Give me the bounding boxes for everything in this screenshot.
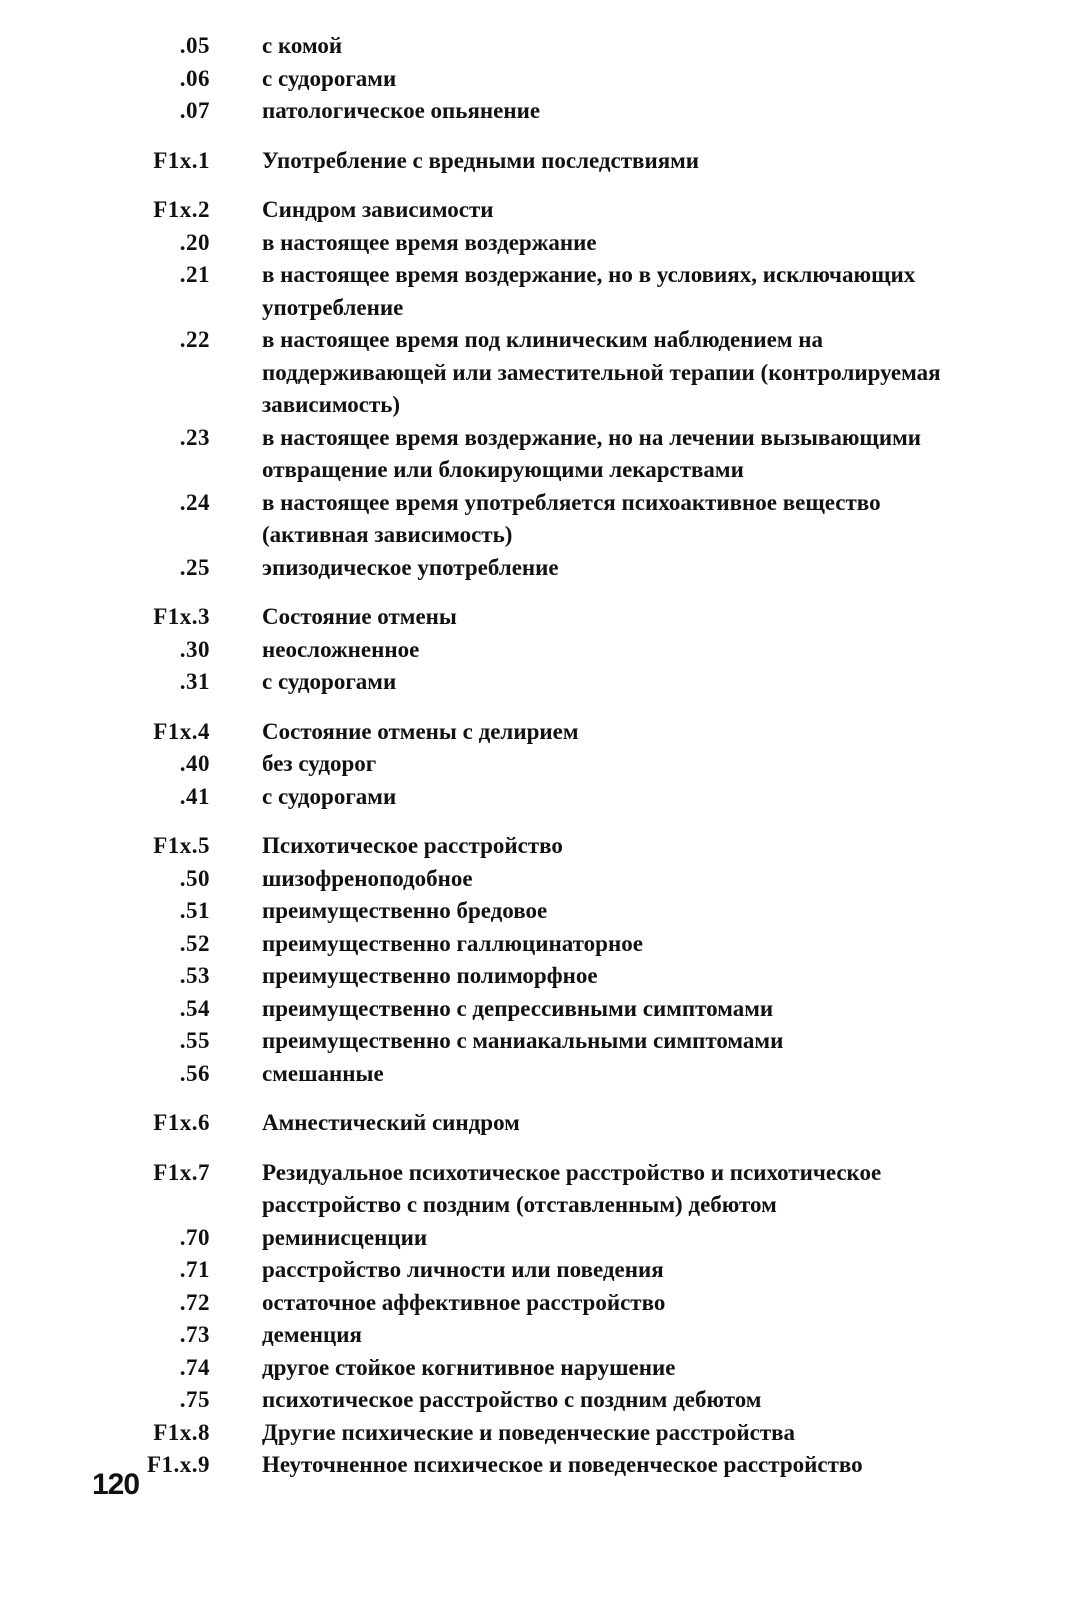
list-item [0, 1384, 1066, 1417]
entry-code: .22 [179, 327, 210, 352]
entry-text: Резидуальное психотическое расстройство и психотическое расстройство с поздним (отставленным) дебютом [262, 1159, 882, 1217]
entry-code: .50 [179, 865, 210, 891]
entry-code: .75 [179, 1387, 210, 1412]
entry-code: F1.x.9 [146, 1452, 210, 1477]
entry-code: .41 [179, 783, 210, 809]
entry-text: преимущественно с маниакальными симптомами [262, 1028, 784, 1053]
entry-text: Амнестический синдром [262, 1110, 520, 1135]
entry-text: в настоящее время под клиническим наблюдением на поддерживающей или заместительной терапии (контролируемая зависимость) [262, 327, 941, 417]
list-item [0, 1157, 1066, 1222]
list-item [0, 781, 1066, 814]
entry-code: .74 [179, 1354, 210, 1380]
list-item [0, 194, 1066, 227]
list-item [0, 324, 1066, 422]
list-item [0, 1058, 1066, 1091]
entry-code: .20 [179, 229, 210, 255]
list-item [0, 487, 1066, 552]
entry-text: в настоящее время воздержание, но в условиях, исключающих употребление [262, 262, 916, 320]
entry-text: Психотическое расстройство [262, 833, 563, 858]
entry-text: преимущественно полиморфное [262, 963, 598, 988]
entry-code: F1x.6 [153, 1110, 210, 1135]
entry-code: F1x.3 [153, 604, 210, 629]
entry-code: .24 [179, 489, 210, 515]
entry-text: смешанные [262, 1060, 384, 1086]
entry-code: F1x.5 [153, 833, 210, 858]
list-item [0, 928, 1066, 961]
list-item [0, 1025, 1066, 1058]
entry-text: реминисценции [262, 1224, 428, 1250]
entry-text: шизофреноподобное [262, 865, 473, 891]
list-item [0, 601, 1066, 634]
list-item [0, 1352, 1066, 1385]
entry-text: с судорогами [262, 783, 397, 809]
entry-code: .54 [179, 995, 210, 1021]
entry-code: F1x.4 [153, 718, 210, 744]
entry-code: .70 [179, 1224, 210, 1250]
list-item [0, 960, 1066, 993]
entry-text: с комой [262, 33, 343, 58]
entry-text: преимущественно с депрессивными симптомами [262, 995, 774, 1021]
list-item [0, 666, 1066, 699]
entry-code: .55 [179, 1028, 210, 1053]
entry-code: .21 [179, 262, 210, 287]
list-item [0, 1319, 1066, 1352]
entry-text: без судорог [262, 751, 377, 776]
entry-text: в настоящее время воздержание [262, 229, 597, 255]
entry-code: .56 [179, 1060, 210, 1086]
entry-text: Другие психические и поведенческие расстройства [262, 1419, 796, 1445]
entry-code: .31 [179, 669, 210, 694]
entry-code: .07 [179, 98, 210, 123]
entry-code: .06 [179, 65, 210, 91]
list-item [0, 830, 1066, 863]
entry-code: F1x.2 [153, 197, 210, 222]
entry-text: преимущественно галлюцинаторное [262, 930, 643, 956]
list-item [0, 259, 1066, 324]
list-item [0, 30, 1066, 63]
entry-text: патологическое опьянение [262, 98, 541, 123]
entry-code: .30 [179, 636, 210, 662]
list-item [0, 863, 1066, 896]
entry-text: Состояние отмены [262, 604, 457, 629]
list-item [0, 1287, 1066, 1320]
entry-text: с судорогами [262, 65, 397, 91]
entry-text: преимущественно бредовое [262, 898, 548, 923]
list-item [0, 95, 1066, 128]
entry-text: психотическое расстройство с поздним дебютом [262, 1387, 762, 1412]
code-list [0, 30, 1066, 1482]
entry-code: .72 [179, 1289, 210, 1315]
entry-text: деменция [262, 1322, 362, 1347]
entry-text: в настоящее время употребляется психоактивное вещество (активная зависимость) [262, 489, 881, 547]
list-item [0, 1417, 1066, 1450]
list-item [0, 1449, 1066, 1482]
entry-code: F1x.8 [153, 1419, 210, 1445]
entry-text: в настоящее время воздержание, но на лечении вызывающими отвращение или блокирующими лекарствами [262, 424, 922, 482]
list-item [0, 716, 1066, 749]
entry-text: расстройство личности или поведения [262, 1257, 664, 1282]
entry-code: .51 [179, 898, 210, 923]
entry-code: .53 [179, 963, 210, 988]
entry-text: Состояние отмены с делирием [262, 718, 579, 744]
entry-code: .73 [179, 1322, 210, 1347]
entry-code: .25 [179, 554, 210, 580]
entry-text: неосложненное [262, 636, 420, 662]
list-item [0, 422, 1066, 487]
entry-text: остаточное аффективное расстройство [262, 1289, 666, 1315]
entry-code: .40 [179, 751, 210, 776]
entry-code: .71 [179, 1257, 210, 1282]
list-item [0, 1222, 1066, 1255]
entry-code: .23 [179, 424, 210, 450]
entry-text: другое стойкое когнитивное нарушение [262, 1354, 676, 1380]
entry-text: Неуточненное психическое и поведенческое расстройство [262, 1452, 863, 1477]
list-item [0, 1107, 1066, 1140]
list-item [0, 748, 1066, 781]
entry-text: Синдром зависимости [262, 197, 494, 222]
entry-code: .05 [179, 33, 210, 58]
list-item [0, 634, 1066, 667]
list-item [0, 552, 1066, 585]
entry-text: Употребление с вредными последствиями [262, 147, 700, 173]
list-item [0, 63, 1066, 96]
list-item [0, 1254, 1066, 1287]
list-item [0, 227, 1066, 260]
entry-text: с судорогами [262, 669, 397, 694]
list-item [0, 145, 1066, 178]
list-item [0, 993, 1066, 1026]
list-item [0, 895, 1066, 928]
entry-text: эпизодическое употребление [262, 554, 559, 580]
entry-code: F1x.7 [153, 1159, 210, 1185]
entry-code: F1x.1 [153, 147, 210, 173]
entry-code: .52 [179, 930, 210, 956]
page-number: 120 [92, 1468, 140, 1501]
